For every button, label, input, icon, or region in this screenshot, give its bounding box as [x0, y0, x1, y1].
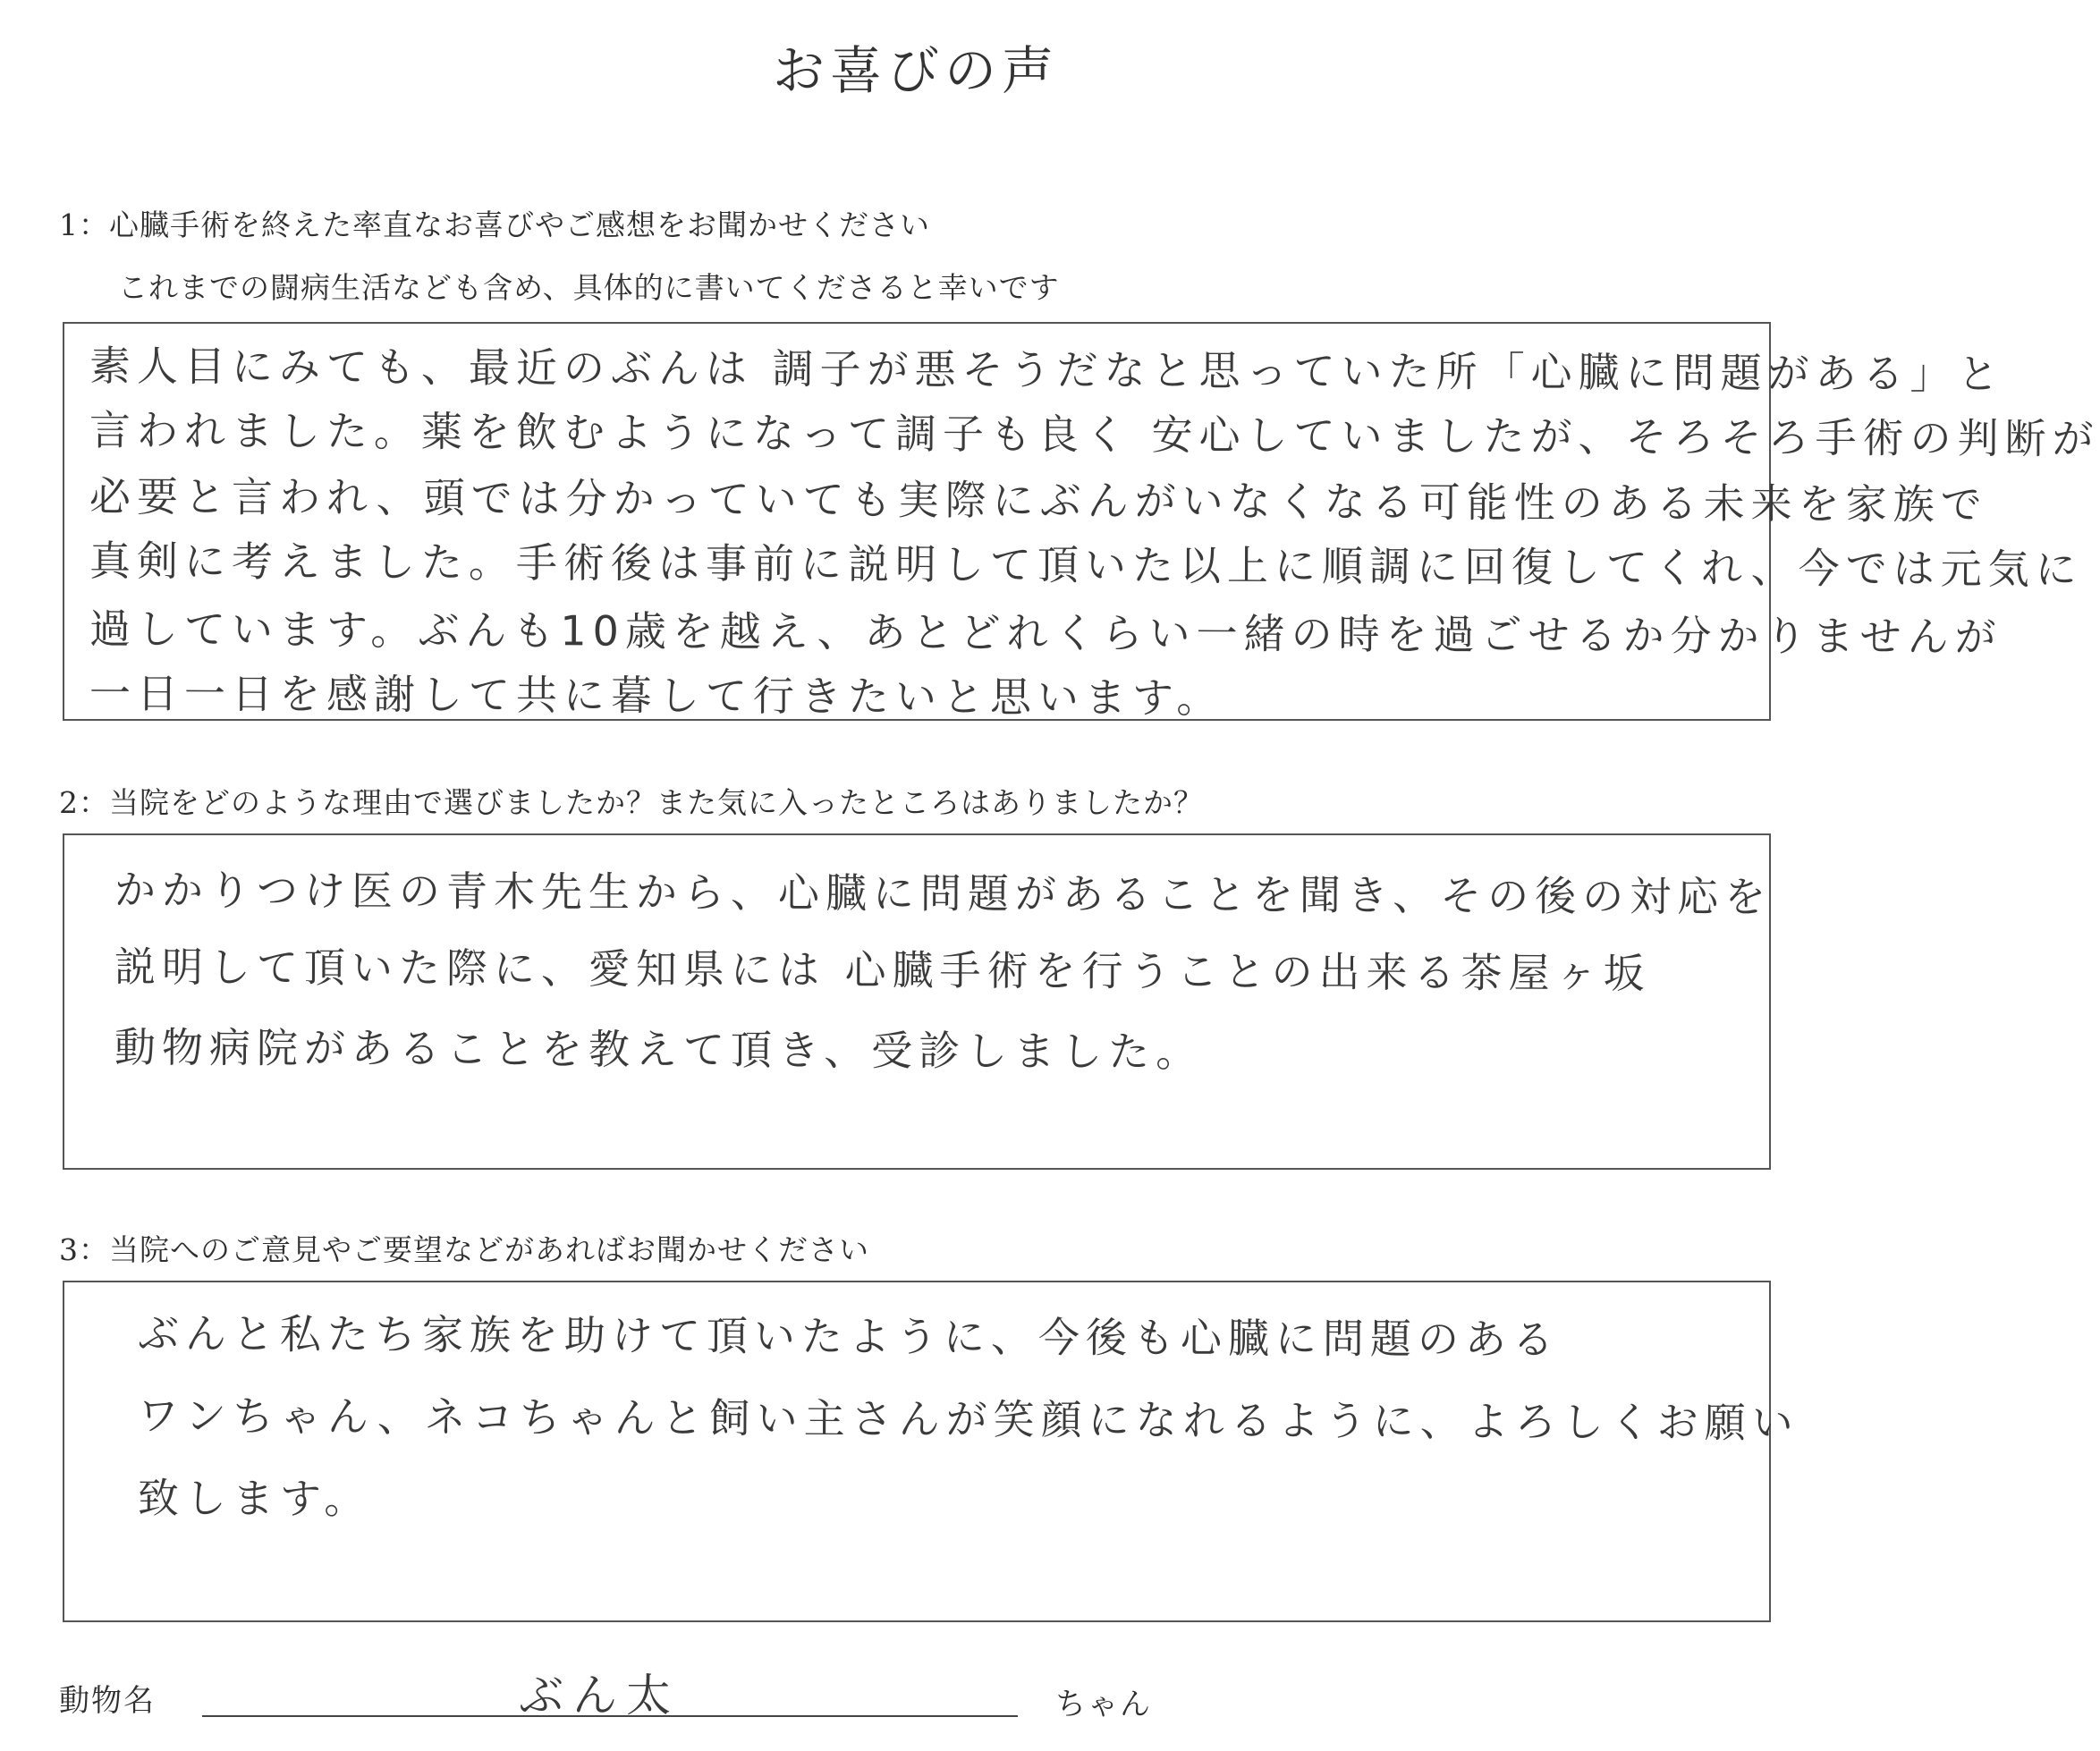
- answer-1-line-3: 必要と言われ、頭では分かっていても実際にぶんがいなくなる可能性のある未来を家族で: [89, 472, 1988, 529]
- question-3-label: 3：当院へのご意見やご要望などがあればお聞かせください: [59, 1232, 869, 1267]
- answer-3-line-1: ぶんと私たち家族を助けて頂いたように、今後も心臓に問題のある: [137, 1309, 1561, 1364]
- animal-name-value: ぶん太: [519, 1670, 680, 1721]
- answer-3-line-2: ワンちゃん、ネコちゃんと飼い主さんが笑顔になれるように、よろしくお願い: [137, 1391, 1799, 1448]
- answer-1-line-5: 過しています。ぶんも10歳を越え、あとどれくらい一緒の時を過ごせるか分かりませんが: [89, 605, 2003, 662]
- answer-1-line-6: 一日一日を感謝して共に暮して行きたいと思います。: [89, 669, 1224, 723]
- answer-1-line-2: 言われました。薬を飲むようになって調子も良く 安心していましたが、そろそろ手術の判断が: [89, 406, 2100, 463]
- answer-3-line-3: 致します。: [137, 1474, 372, 1524]
- animal-name-suffix: ちゃん: [1055, 1687, 1152, 1722]
- answer-1-line-1: 素人目にみても、最近のぶんは 調子が悪そうだなと思っていた所「心臓に問題がある」と: [89, 342, 2005, 399]
- answer-1-line-4: 真剣に考えました。手術後は事前に説明して頂いた以上に順調に回復してくれ、今では元気に: [89, 537, 2083, 594]
- answer-2-line-3: 動物病院があることを教えて頂き、受診しました。: [114, 1023, 1204, 1077]
- animal-name-label: 動物名: [59, 1683, 156, 1719]
- answer-2-line-1: かかりつけ医の青木先生から、心臓に問題があることを聞き、その後の対応を: [114, 866, 1773, 922]
- answer-2-line-2: 説明して頂いた際に、愛知県には 心臓手術を行うことの出来る茶屋ヶ坂: [114, 943, 1651, 998]
- question-1-sublabel: これまでの闘病生活なども含め、具体的に書いてくださると幸いです: [118, 270, 1060, 305]
- page-title: お喜びの声: [772, 40, 1059, 101]
- question-1-label: 1：心臓手術を終えた率直なお喜びやご感想をお聞かせください: [59, 207, 930, 242]
- question-2-label: 2：当院をどのような理由で選びましたか？また気に入ったところはありましたか？: [59, 785, 1204, 820]
